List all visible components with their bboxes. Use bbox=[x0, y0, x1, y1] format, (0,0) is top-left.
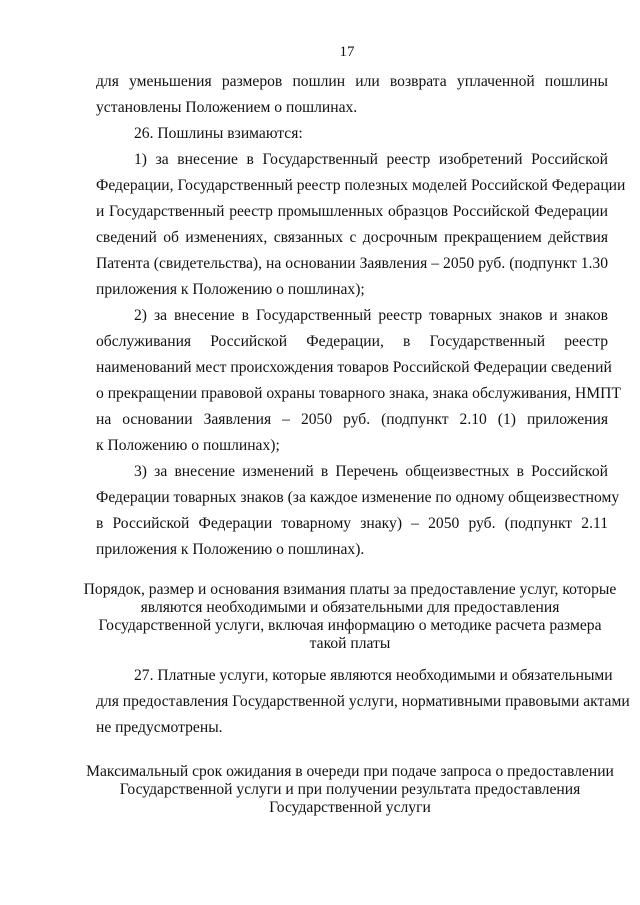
text-line: 1) за внесение в Государственный реестр изобретений Российской bbox=[134, 151, 608, 168]
text-line: установлены Положением о пошлинах. bbox=[96, 99, 358, 116]
heading-line: Государственной услуги bbox=[269, 799, 431, 816]
text-line: не предусмотрены. bbox=[96, 719, 223, 736]
heading-line: Максимальный срок ожидания в очереди при подаче запроса о предоставлении bbox=[86, 763, 614, 780]
text-line: Патента (свидетельства), на основании Заявления – 2050 руб. (подпункт 1.30 bbox=[96, 255, 608, 272]
text-line: для предоставления Государственной услуги, нормативными правовыми актами bbox=[96, 693, 630, 710]
text-line: наименований мест происхождения товаров Российской Федерации сведений bbox=[96, 359, 612, 376]
text-line: о прекращении правовой охраны товарного знака, знака обслуживания, НМПТ bbox=[96, 385, 621, 402]
text-line: Федерации, Государственный реестр полезных моделей Российской Федерации bbox=[96, 177, 626, 194]
text-line: и Государственный реестр промышленных образцов Российской Федерации bbox=[96, 203, 608, 220]
page-number: 17 bbox=[339, 44, 355, 60]
heading-line: являются необходимыми и обязательными для предоставления bbox=[140, 599, 560, 616]
text-line: Федерации товарных знаков (за каждое изменение по одному общеизвестному bbox=[96, 489, 620, 506]
text-line: сведений об изменениях, связанных с досрочным прекращением действия bbox=[96, 229, 608, 246]
heading-line: такой платы bbox=[309, 635, 391, 652]
text-line: 26. Пошлины взимаются: bbox=[134, 125, 303, 142]
text-line: к Положению о пошлинах); bbox=[96, 437, 280, 454]
heading-line: Государственной услуги и при получении результата предоставления bbox=[119, 781, 581, 798]
text-line: на основании Заявления – 2050 руб. (подпункт 2.10 (1) приложения bbox=[96, 411, 608, 428]
text-line: 3) за внесение изменений в Перечень общеизвестных в Российской bbox=[134, 463, 608, 480]
heading-line: Порядок, размер и основания взимания платы за предоставление услуг, которые bbox=[83, 581, 617, 598]
text-line: обслуживания Российской Федерации, в Государственный реестр bbox=[96, 333, 608, 350]
text-line: 27. Платные услуги, которые являются необходимыми и обязательными bbox=[134, 667, 613, 684]
text-line: для уменьшения размеров пошлин или возврата уплаченной пошлины bbox=[96, 73, 608, 90]
text-line: приложения к Положению о пошлинах); bbox=[96, 281, 365, 298]
heading-line: Государственной услуги, включая информацию о методике расчета размера bbox=[98, 617, 602, 634]
text-line: приложения к Положению о пошлинах). bbox=[96, 541, 365, 558]
text-line: в Российской Федерации товарному знаку) – 2050 руб. (подпункт 2.11 bbox=[96, 515, 608, 532]
text-line: 2) за внесение в Государственный реестр товарных знаков и знаков bbox=[134, 307, 608, 324]
